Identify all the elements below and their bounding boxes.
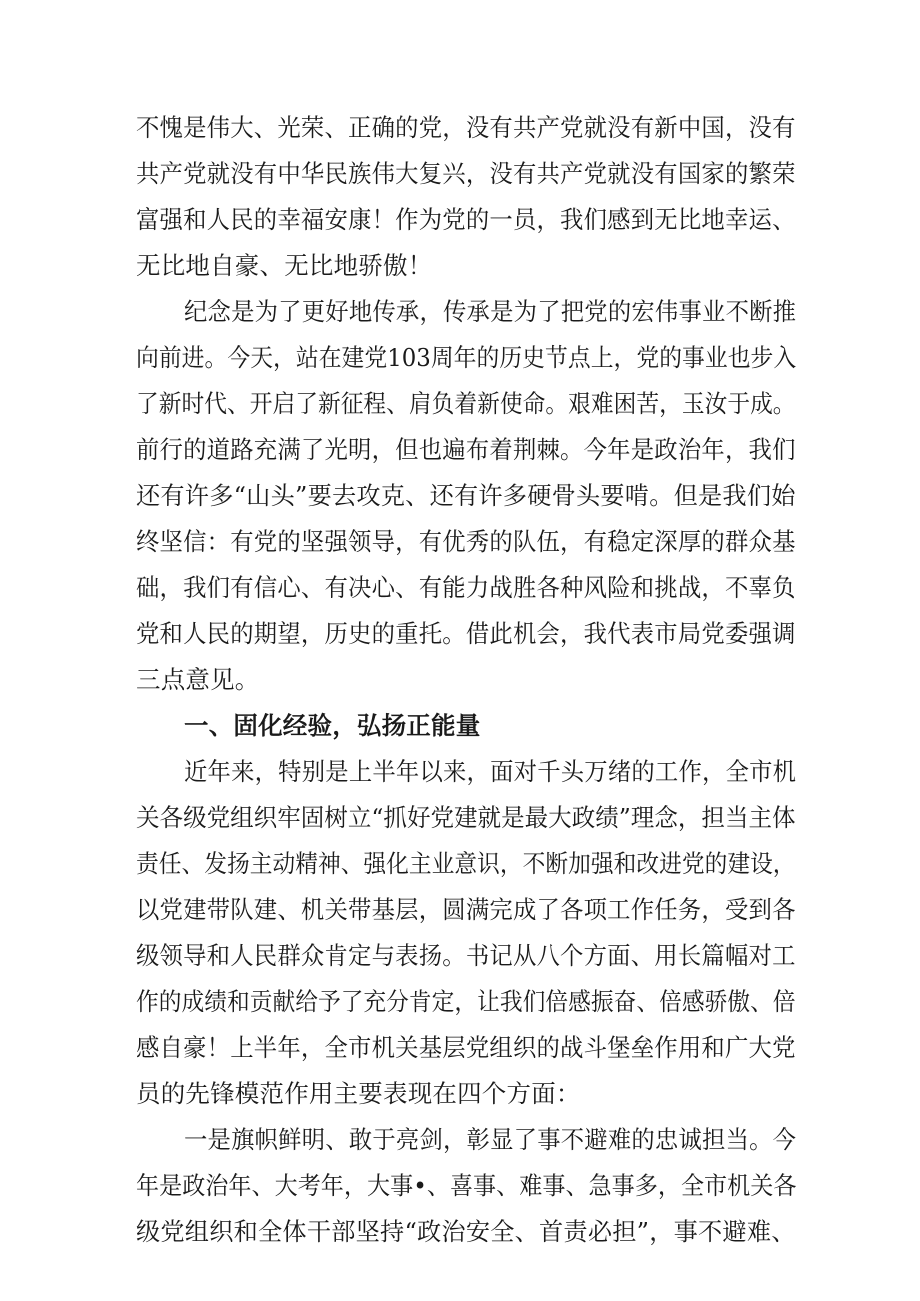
text-line: 一是旗帜鲜明、敢于亮剑，彰显了事不避难的忠诚担当。今 [184,1125,797,1154]
text-line: 共产党就没有中华民族伟大复兴，没有共产党就没有国家的繁荣 [136,159,796,188]
text-line: 员的先锋模范作用主要表现在四个方面： [136,1079,581,1108]
text-line: 以党建带队建、机关带基层，圆满完成了各项工作任务，受到各 [136,895,796,924]
text-line: 富强和人民的幸福安康！作为党的一员，我们感到无比地幸运、 [136,205,796,234]
text-line: 向前进。今天，站在建党103周年的历史节点上，党的事业也步入 [136,343,797,372]
text-line: 础，我们有信心、有决心、有能力战胜各种风险和挑战，不辜负 [136,573,796,602]
text-line: 近年来，特别是上半年以来，面对千头万绪的工作，全市机 [184,757,797,786]
text-line: 还有许多“山头”要去攻克、还有许多硬骨头要啃。但是我们始 [136,481,796,510]
text-line: 不愧是伟大、光荣、正确的党，没有共产党就没有新中国，没有 [136,113,796,142]
section-heading: 一、固化经验，弘扬正能量 [184,711,481,740]
text-line: 纪念是为了更好地传承，传承是为了把党的宏伟事业不断推 [184,297,797,326]
text-line: 责任、发扬主动精神、强化主业意识，不断加强和改进党的建设， [136,849,796,878]
text-line: 终坚信：有党的坚强领导，有优秀的队伍，有稳定深厚的群众基 [136,527,796,556]
text-line: 三点意见。 [136,665,260,694]
text-line: 年是政治年、大考年，大事•、喜事、难事、急事多，全市机关各 [136,1171,797,1200]
text-line: 无比地自豪、无比地骄傲！ [136,251,433,280]
text-line: 前行的道路充满了光明，但也遍布着荆棘。今年是政治年，我们 [136,435,796,464]
text-line: 级领导和人民群众肯定与表扬。书记从八个方面、用长篇幅对工 [136,941,796,970]
text-line: 关各级党组织牢固树立“抓好党建就是最大政绩”理念，担当主体 [136,803,796,832]
text-line: 党和人民的期望，历史的重托。借此机会，我代表市局党委强调 [136,619,796,648]
text-line: 级党组织和全体干部坚持“政治安全、首责必担”，事不避难、 [136,1217,796,1246]
text-line: 感自豪！上半年，全市机关基层党组织的战斗堡垒作用和广大党 [136,1033,796,1062]
text-line: 了新时代、开启了新征程、肩负着新使命。艰难困苦，玉汝于成。 [136,389,796,418]
text-line: 作的成绩和贡献给予了充分肯定，让我们倍感振奋、倍感骄傲、倍 [136,987,796,1016]
